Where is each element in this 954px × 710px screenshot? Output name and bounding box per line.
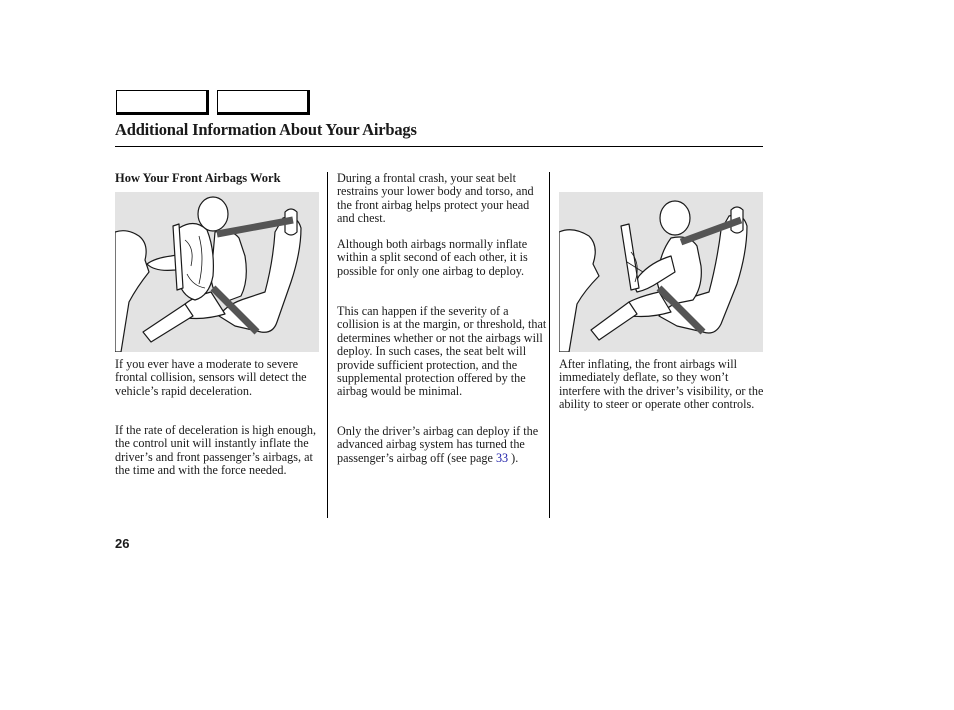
nav-next-button[interactable] [217, 90, 310, 115]
page-number: 26 [115, 536, 130, 551]
column3-paragraph-1: After inflating, the front airbags will immediately deflate, so they won’t interfere with the driver’s visibility, or the ability to steer or operate other controls. [559, 357, 764, 412]
title-rule [115, 146, 763, 147]
column2-paragraph-4-after: ). [508, 450, 519, 465]
airbag-deflated-illustration [559, 192, 763, 352]
column2-paragraph-4 [337, 425, 547, 465]
nav-prev-button[interactable] [116, 90, 209, 115]
column-divider-2 [549, 172, 550, 518]
airbag-inflated-illustration [115, 192, 319, 352]
column2-paragraph-4-before: Only the driver’s airbag can deploy if the advanced airbag system has turned the passenger’s airbag off (see page [337, 424, 539, 465]
column-divider-1 [327, 172, 328, 518]
airbag-inflated-drawing [115, 192, 319, 352]
airbag-deflated-drawing [559, 192, 763, 352]
column1-paragraph-2: If the rate of deceleration is high enough, the control unit will instantly inflate the driver’s and front passenger’s airbags, at the time and with the force needed. [115, 423, 317, 478]
page-title: Additional Information About Your Airbags [115, 120, 417, 139]
section-heading: How Your Front Airbags Work [115, 171, 281, 185]
column1-paragraph-1: If you ever have a moderate to severe frontal collision, sensors will detect the vehicle’s rapid deceleration. [115, 357, 307, 398]
column2-paragraph-1: During a frontal crash, your seat belt restrains your lower body and torso, and the front airbag helps protect your head and chest. [337, 171, 534, 226]
column2-paragraph-2: Although both airbags normally inflate within a split second of each other, it is possible for only one airbag to deploy. [337, 237, 528, 278]
page-33-link[interactable]: 33 [495, 450, 509, 465]
column2-paragraph-3: This can happen if the severity of a collision is at the margin, or threshold, that determines whether or not the airbags will deploy. In such cases, the seat belt will provide sufficient protection, and the supplemental protection offered by the airbag would be minimal. [337, 304, 547, 399]
